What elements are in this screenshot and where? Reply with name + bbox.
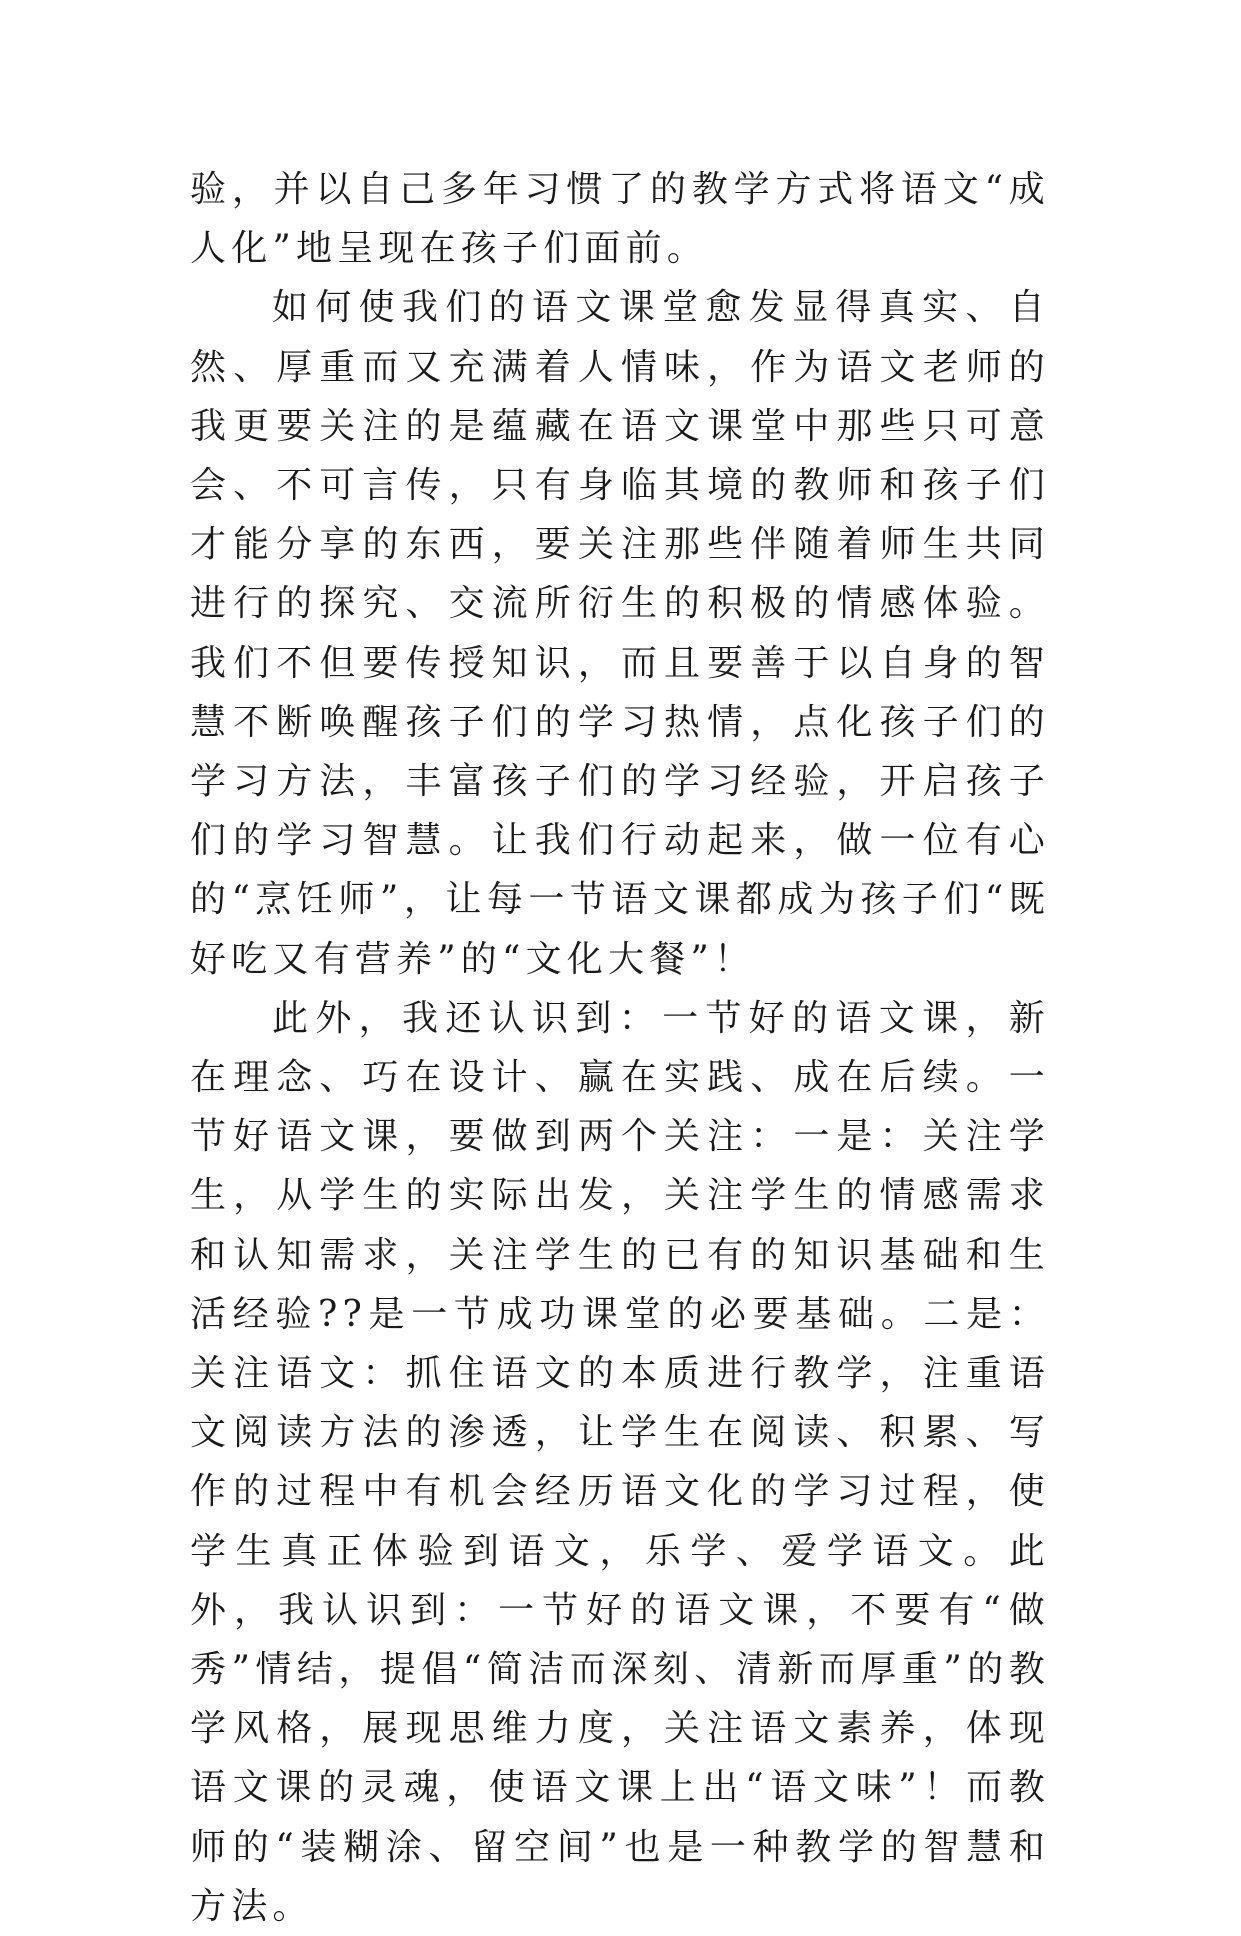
document-body bbox=[190, 160, 1050, 1936]
paragraph-classroom-emotion: 如何使我们的语文课堂愈发显得真实、自然、厚重而又充满着人情味，作为语文老师的我更要关注的是蕴藏在语文课堂中那些只可意会、不可言传，只有身临其境的教师和孩子们才能分享的东西，要关注那些伴随着师生共同进行的探究、交流所衍生的积极的情感体验。我们不但要传授知识，而且要善于以自身的智慧不断唤醒孩子们的学习热情，点化孩子们的学习方法，丰富孩子们的学习经验，开启孩子们的学习智慧。让我们行动起来，做一位有心的“烹饪师”，让每一节语文课都成为孩子们“既好吃又有营养”的“文化大餐”！ bbox=[190, 287, 1050, 980]
paragraph-good-chinese-lesson: 此外，我还认识到：一节好的语文课，新在理念、巧在设计、赢在实践、成在后续。一节好语文课，要做到两个关注：一是：关注学生，从学生的实际出发，关注学生的情感需求和认知需求，关注学生的已有的知识基础和生活经验??是一节成功课堂的必要基础。二是：关注语文：抓住语文的本质进行教学，注重语文阅读方法的渗透，让学生在阅读、积累、写作的过程中有机会经历语文化的学习过程，使学生真正体验到语文，乐学、爱学语文。此外，我认识到：一节好的语文课，不要有“做秀”情结，提倡“简洁而深刻、清新而厚重”的教学风格，展现思维力度，关注语文素养，体现语文课的灵魂，使语文课上出“语文味”！而教师的“装糊涂、留空间”也是一种教学的智慧和方法。 bbox=[190, 997, 1050, 1927]
paragraph-continuation: 验，并以自己多年习惯了的教学方式将语文“成人化”地呈现在孩子们面前。 bbox=[190, 169, 1050, 270]
